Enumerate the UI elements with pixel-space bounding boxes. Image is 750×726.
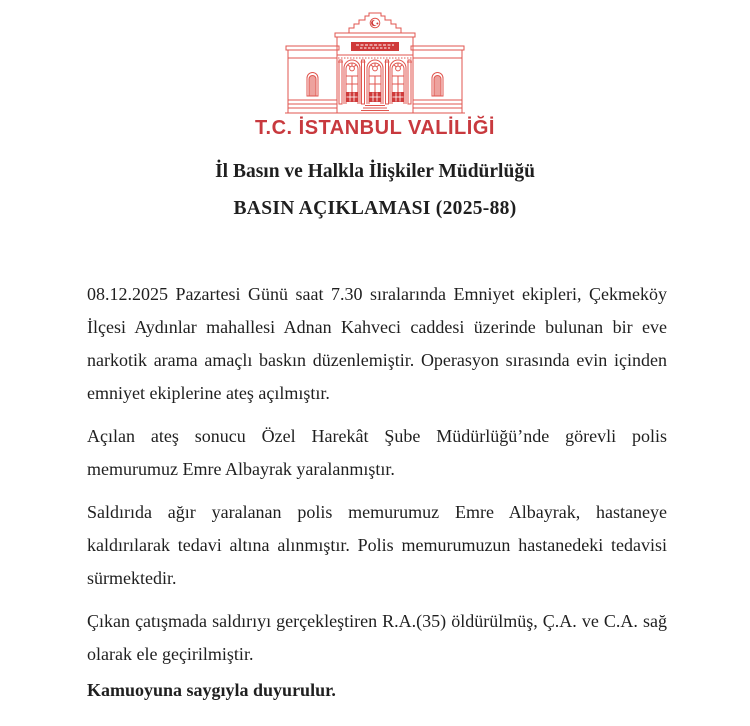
- press-release-title: BASIN AÇIKLAMASI (2025-88): [233, 198, 517, 219]
- governorship-building-logo-icon: [283, 12, 467, 114]
- body-paragraph-4: Çıkan çatışmada saldırıyı gerçekleştiren R.A.(35) öldürülmüş, Ç.A. ve C.A. sağ olarak ele geçirilmiştir.: [87, 611, 667, 664]
- body-paragraph-2: Açılan ateş sonucu Özel Harekât Şube Müdürlüğü’nde görevli polis memurumuz Emre Albayrak yaralanmıştır.: [87, 426, 667, 479]
- department-title: İl Basın ve Halkla İlişkiler Müdürlüğü: [215, 161, 535, 182]
- closing-line: Kamuoyuna saygıyla duyurulur.: [87, 680, 336, 700]
- body-paragraph-3: Saldırıda ağır yaralanan polis memurumuz Emre Albayrak, hastaneye kaldırılarak tedavi altına alınmıştır. Polis memurumuzun hastanedeki tedavisi sürmektedir.: [87, 502, 667, 588]
- letterhead: [0, 0, 750, 140]
- organization-name: T.C. İSTANBUL VALİLİĞİ: [255, 117, 495, 139]
- crescent-star-icon: [370, 18, 380, 28]
- body-paragraph-1: 08.12.2025 Pazartesi Günü saat 7.30 sıralarında Emniyet ekipleri, Çekmeköy İlçesi Aydınlar mahallesi Adnan Kahveci caddesi üzerinde bulunan bir eve narkotik arama amaçlı baskın düzenlemiştir. Operasyon sırasında evin içinden emniyet ekiplerine ateş açılmıştır.: [87, 284, 667, 403]
- document-body: [87, 278, 667, 707]
